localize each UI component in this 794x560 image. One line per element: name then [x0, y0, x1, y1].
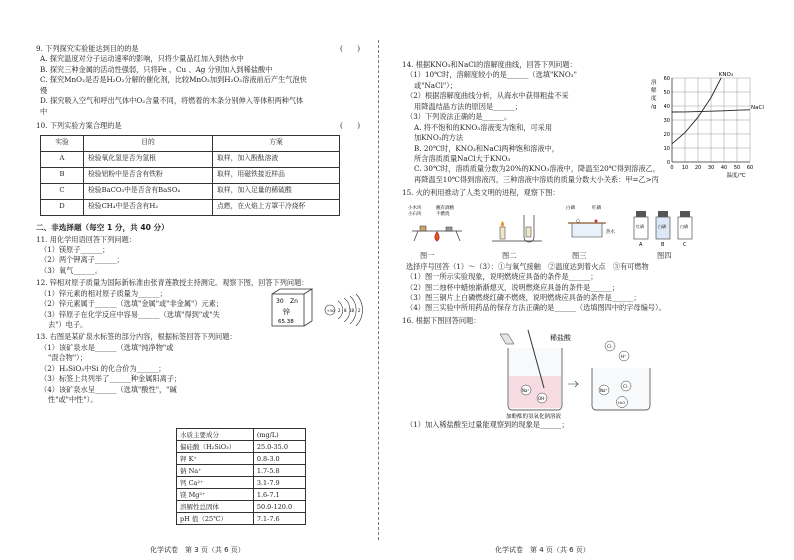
- table-cell: 检验BaCO₃中是否含有BaSO₄: [84, 183, 213, 199]
- table-cell: 1.6-7.1: [253, 489, 305, 501]
- answer-line: （2）两个钾离子______；: [40, 255, 124, 265]
- fig-annotation: 热水: [606, 229, 615, 235]
- table-row: [41, 199, 340, 215]
- bottle-letter: B: [661, 241, 665, 248]
- table-cell: C: [41, 183, 84, 199]
- answer-line: （3）锌原子在化学反应中容易______（选填"得到"或"失: [40, 309, 220, 319]
- bottle-label: 红磷: [636, 223, 644, 229]
- y-tick-label: 40: [663, 104, 670, 110]
- answer-line: 选择序号回答（1）～（3）：①与氧气接触 ②温度达到着火点 ③有可燃物: [406, 261, 649, 271]
- series-label-kno3: KNO₃: [718, 72, 734, 78]
- fig-annotation: 红磷: [592, 205, 601, 211]
- table-cell: 取样，用磁铁接近样品: [213, 167, 340, 183]
- table-cell: 50.0-120.0: [253, 501, 305, 513]
- question-9-stem: 9. 下列探究实验能达到目的的是: [36, 44, 139, 53]
- option-d-cont: 中: [40, 106, 48, 116]
- atomic-number: 30: [276, 298, 284, 306]
- table-cell: 0.8-3.0: [253, 453, 305, 465]
- table-cell: 检验CH₄中是否含有H₂: [84, 199, 213, 215]
- page-footer: 化学试卷 第 4 页（共 6 页）: [495, 546, 590, 554]
- y-axis-label: 溶: [651, 80, 657, 86]
- x-tick-label: 0: [670, 165, 674, 171]
- question-12-stem: 12. 锌相对原子质量为国际新标准由张青莲教授主持测定。观察下图，回答下列问题：: [36, 278, 309, 288]
- answer-line: （1）镁原子______；: [40, 244, 110, 254]
- element-name: 锌: [283, 308, 290, 317]
- section-heading: 二、非选择题（每空 1 分，共 40 分）: [36, 222, 169, 232]
- answer-line: B. 20℃时，KNO₃和NaCl两种饱和溶液中，: [414, 143, 559, 153]
- answer-line: 再降温至10℃得到溶液丙，三种溶液中溶质的质量分数大小关系：甲=乙>丙: [414, 174, 659, 184]
- ion-label: OH⁻: [538, 396, 547, 402]
- x-tick-label: 30: [707, 165, 715, 171]
- neutralization-figure: [492, 328, 712, 420]
- table-cell: 钾 K⁺: [177, 453, 254, 465]
- answer-line: 所含溶质质量NaCl大于KNO₃: [414, 153, 511, 163]
- fig-caption: 图四: [657, 250, 672, 260]
- experiment-table: [40, 135, 340, 216]
- answer-line: 去"）电子。: [48, 320, 88, 329]
- answer-line: C. 30℃时，溶质质量分数为20%的KNO₃溶液中，降温至20℃得到溶液乙，: [414, 164, 660, 174]
- figure-1: [408, 204, 462, 241]
- question-14-stem: 14. 根据KNO₃和NaCl的溶解度曲线，回答下列问题：: [402, 60, 577, 69]
- table-row: [41, 151, 340, 167]
- table-cell: 7.1-7.6: [253, 513, 305, 525]
- shell-count: 8: [344, 308, 347, 314]
- y-tick-label: 60: [663, 76, 670, 82]
- table-header-row: [41, 135, 340, 151]
- table-cell: B: [41, 167, 84, 183]
- fig-caption: 图三: [572, 250, 587, 260]
- answer-line: （3）下列说法正确的是______。: [406, 112, 512, 122]
- zinc-element-figure: [258, 288, 368, 338]
- shell-count: 2: [358, 308, 361, 314]
- y-tick-label: 30: [663, 118, 670, 124]
- table-cell: 1.7-5.8: [253, 465, 305, 477]
- bottle-letter: C: [683, 241, 687, 248]
- option-c: C. 探究MnO₂是否是H₂O₂分解的催化剂，比较MnO₂加到H₂O₂溶液前后产生气泡快: [40, 75, 307, 85]
- series-label-nacl: NaCl: [751, 104, 764, 111]
- fig-caption: 图一: [420, 250, 435, 260]
- table-cell: 镁 Mg²⁺: [177, 489, 254, 501]
- ion-label: Cl⁻: [623, 384, 630, 390]
- answer-line: （4）该矿泉水呈______（选填"酸性"，"碱: [40, 384, 177, 394]
- table-cell: D: [41, 199, 84, 215]
- answer-line: （1）锌元素的相对原子质量为______；: [40, 288, 167, 298]
- ion-label: Cl⁻: [607, 344, 614, 350]
- table-cell: 25.0-35.0: [253, 441, 305, 453]
- ion-label: H⁺: [621, 354, 627, 360]
- question-10: [36, 121, 366, 215]
- answer-line: （2）锌元素属于______（选填"金属"或"非金属"）元素；: [40, 299, 224, 309]
- y-tick-label: 50: [663, 90, 670, 96]
- page-divider: [378, 40, 379, 540]
- y-tick-label: 10: [663, 146, 670, 152]
- figure-3: [566, 204, 615, 237]
- answer-line: 或"NaCl"）；: [414, 80, 457, 90]
- y-axis-label: 度: [651, 96, 657, 102]
- fig-annotation: 小石块: [408, 211, 422, 217]
- answer-line: （3）标签上共列举了______种金属阳离子；: [40, 374, 182, 384]
- y-tick-label: 20: [663, 132, 670, 138]
- answer-line: 性"或"中性"）。: [48, 395, 98, 405]
- table-cell: 钙 Ca²⁺: [177, 477, 254, 489]
- header-cell: 方案: [213, 135, 340, 151]
- page-footer: 化学试卷 第 3 页（共 6 页）: [150, 546, 245, 554]
- figure-4: [634, 211, 692, 248]
- answer-line: 用降温结晶方法的原因是______；: [414, 101, 522, 111]
- table-row: [177, 465, 306, 477]
- ion-label: H₂O: [618, 400, 626, 406]
- ion-label: Na⁺: [522, 388, 530, 394]
- solubility-chart: [648, 68, 764, 186]
- answer-line: 加KNO₃的方法: [414, 133, 464, 143]
- answer-paren: ( ): [340, 121, 360, 131]
- option-d: D. 探究吸入空气和呼出气体中O₂含量不同，将燃着的木条分别伸入等体积两种气体: [40, 96, 304, 106]
- x-tick-label: 20: [694, 165, 702, 171]
- option-a: A. 探究温度对分子运动速率的影响，只将少量品红加入到热水中: [40, 54, 244, 64]
- table-cell: 取样，加入足量的稀硫酸: [213, 183, 340, 199]
- element-symbol: Zn: [290, 298, 298, 306]
- fig-caption: 图二: [502, 250, 517, 260]
- question-15-stem: 15. 火的利用推动了人类文明的进程，观察下图：: [402, 188, 560, 198]
- table-cell: 3.1-7.9: [253, 477, 305, 489]
- y-tick-label: 0: [666, 160, 670, 166]
- header-cell: 实验: [41, 135, 84, 151]
- answer-line: （2）根据溶解度曲线分析，从海水中获得粗盐不采: [406, 91, 569, 101]
- answer-paren: ( ): [340, 44, 360, 53]
- answer-line: （3）氧气______。: [40, 265, 103, 275]
- fig-annotation: 小木块: [408, 205, 422, 211]
- answer-line: （1）加入稀盐酸至过量能观察到的现象是______；: [406, 420, 569, 430]
- x-axis-label: 温度/℃: [726, 173, 746, 179]
- question-15: [402, 188, 762, 314]
- bottle-letter: A: [639, 241, 643, 248]
- solution-label: 加酚酞的氢氧化钠溶液: [506, 414, 562, 421]
- x-tick-label: 50: [733, 165, 741, 171]
- x-tick-label: 60: [746, 165, 754, 171]
- acid-label: 稀盐酸: [550, 334, 571, 343]
- fig-annotation: 蘸有酒精: [436, 205, 454, 211]
- option-b: B. 探究三种金属的活动性强弱，只将Fe 、Cu 、Ag 分别加入到稀盐酸中: [40, 64, 273, 74]
- question-9: [36, 44, 366, 117]
- question-12: [36, 278, 366, 330]
- table-row: [177, 477, 306, 489]
- answer-line: "混合物"）；: [48, 353, 87, 363]
- table-header-row: [177, 429, 306, 441]
- answer-line: （2）H₂SiO₃中Si 的化合价为______；: [40, 363, 166, 373]
- figure-2: [492, 215, 542, 242]
- answer-line: （2）图二烛杯中蜡烛渐渐熄灭，说明燃烧应具备的条件是______；: [406, 282, 620, 292]
- question-13: [36, 332, 366, 405]
- question-16: [402, 316, 762, 431]
- table-row: [177, 453, 306, 465]
- table-cell: pH 值（25℃）: [177, 513, 254, 525]
- table-cell: 检验铝粉中是否含有铁粉: [84, 167, 213, 183]
- shell-count: 18: [349, 308, 355, 314]
- header-cell: 水质主要成分: [177, 429, 254, 441]
- nucleus-label: +30: [326, 308, 335, 314]
- table-cell: 取样，加入酚酞溶液: [213, 151, 340, 167]
- question-13-stem: 13. 右图是某矿泉水标签的部分内容，根据标签回答下列问题：: [36, 332, 237, 342]
- bottle-label: 白磷: [658, 223, 666, 229]
- answer-line: （4）图三实验中所用药品的保存方法正确的是______（选填图四中的字母编号）。: [406, 303, 666, 313]
- table-cell: 溶解性总固体: [177, 501, 254, 513]
- combustion-figures: [406, 201, 706, 251]
- ion-label: Na⁺: [600, 388, 608, 394]
- table-row: [41, 167, 340, 183]
- answer-line: （1）该矿泉水是______（选填"纯净物"或: [40, 342, 174, 352]
- table-cell: 点燃，在火焰上方罩干冷烧杯: [213, 199, 340, 215]
- option-c-cont: 慢: [40, 85, 48, 95]
- answer-line: （1）图一所示实验现象，说明燃烧应具备的条件是______；: [406, 272, 598, 282]
- y-axis-label: 解: [651, 88, 657, 94]
- table-row: [41, 183, 340, 199]
- table-row: [177, 513, 306, 525]
- table-cell: 偏硅酸（H₂SiO₃）: [177, 441, 254, 453]
- mineral-water-label: [176, 428, 306, 525]
- fig-annotation: 白磷: [566, 205, 575, 211]
- y-axis-label: /g: [651, 104, 657, 110]
- table-row: [177, 501, 306, 513]
- table-cell: 检验氧化氢是否为氢根: [84, 151, 213, 167]
- answer-line: （1）10℃时，溶解度较小的是______（选填"KNO₃": [406, 70, 577, 80]
- header-cell: 目的: [84, 135, 213, 151]
- question-16-stem: 16. 根据下图回答问题：: [402, 315, 481, 325]
- shell-count: 2: [338, 308, 341, 314]
- question-11: [36, 235, 366, 277]
- x-tick-label: 10: [681, 165, 689, 171]
- x-tick-label: 40: [720, 165, 728, 171]
- table-row: [177, 489, 306, 501]
- table-row: [177, 441, 306, 453]
- header-cell: (mg/L): [253, 429, 305, 441]
- atomic-mass: 65.38: [278, 319, 294, 326]
- answer-line: A. 将不饱和的KNO₃溶液变为饱和，可采用: [414, 122, 553, 132]
- figure-captions: [402, 251, 762, 262]
- question-11-stem: 11. 用化学用语回答下列问题：: [36, 234, 136, 244]
- bottle-label: 白磷: [680, 223, 688, 229]
- question-10-stem: 10. 下列实验方案合理的是: [36, 121, 122, 131]
- answer-line: （3）图三铜片上白磷燃烧红磷不燃烧，说明燃烧应具备的条件是______；: [406, 293, 641, 302]
- table-cell: A: [41, 151, 84, 167]
- fig-annotation: 不燃烧: [436, 211, 450, 217]
- table-cell: 钠 Na⁺: [177, 465, 254, 477]
